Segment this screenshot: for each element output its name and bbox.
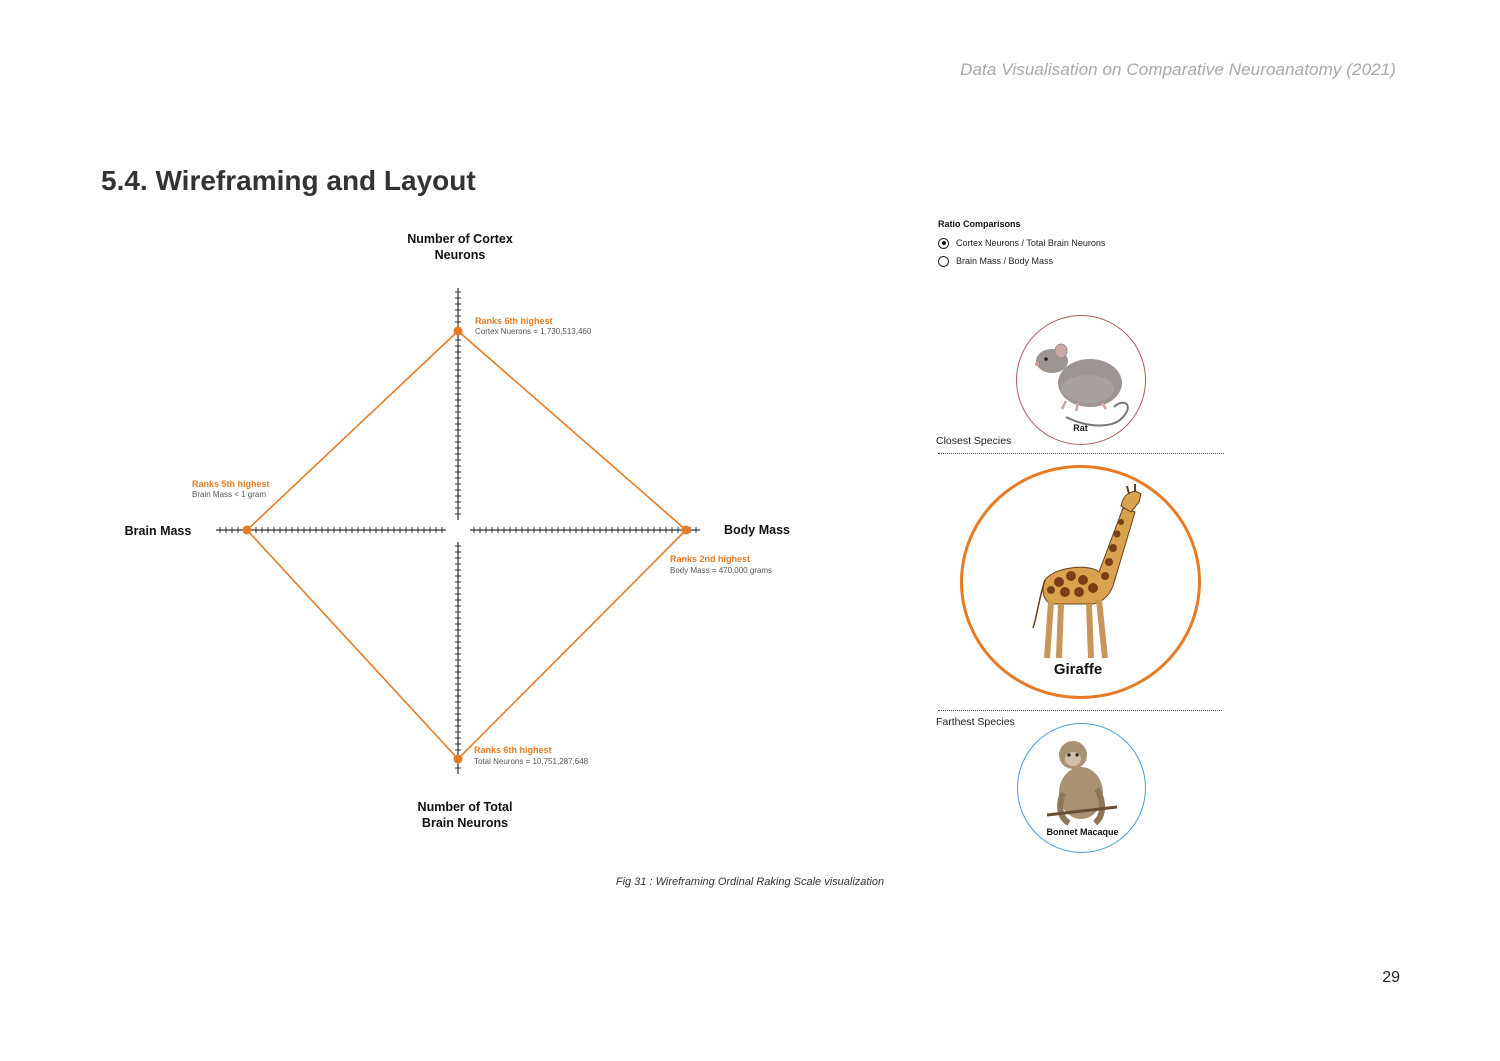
annotation-top-rank: Ranks 6th highest	[475, 316, 553, 326]
annotation-right-rank: Ranks 2nd highest	[670, 554, 751, 564]
annotation-bottom-value: Total Neurons = 10,751,287,648	[474, 757, 589, 766]
closest-species-name: Rat	[1073, 423, 1088, 433]
annotation-bottom-rank: Ranks 6th highest	[474, 745, 552, 755]
current-species-name: Giraffe	[1053, 661, 1103, 678]
point-total-neurons[interactable]	[454, 755, 463, 764]
axis-label-bottom: Number of Total Brain Neurons	[417, 800, 513, 830]
divider-bottom	[938, 710, 1222, 711]
annotation-left-value: Brain Mass < 1 gram	[192, 490, 267, 499]
axis-label-right: Body Mass	[724, 523, 790, 537]
radio-selected-icon[interactable]	[938, 238, 949, 249]
ordinal-ranking-chart	[0, 0, 900, 880]
axis-label-left: Brain Mass	[124, 524, 192, 538]
closest-species-label: Closest Species	[936, 435, 1012, 447]
annotation-left-rank: Ranks 5th highest	[192, 479, 270, 489]
annotation-right-value: Body Mass = 470,000 grams	[670, 566, 773, 575]
document-running-title: Data Visualisation on Comparative Neuroanatomy (2021)	[960, 60, 1396, 79]
ratio-comparisons-title: Ratio Comparisons	[938, 219, 1021, 229]
ratio-option-label: Brain Mass / Body Mass	[956, 256, 1054, 266]
farthest-species-card[interactable]	[1017, 723, 1146, 853]
ratio-option-cortex-total[interactable]	[938, 236, 1105, 250]
point-cortex-neurons[interactable]	[454, 327, 463, 336]
farthest-species-name: Bonnet Macaque	[1046, 827, 1119, 837]
page-number: 29	[1382, 969, 1400, 986]
closest-species-card[interactable]	[1016, 315, 1146, 445]
chart-svg	[0, 0, 900, 880]
ratio-option-label: Cortex Neurons / Total Brain Neurons	[956, 238, 1106, 248]
divider-top	[938, 453, 1224, 454]
radio-unselected-icon[interactable]	[938, 256, 949, 267]
ranking-diamond	[247, 331, 686, 759]
point-body-mass[interactable]	[682, 526, 691, 535]
current-species-card[interactable]	[960, 465, 1201, 699]
point-brain-mass[interactable]	[243, 526, 252, 535]
ratio-option-brain-body[interactable]	[938, 254, 1053, 268]
figure-caption: Fig 31 : Wireframing Ordinal Raking Scale visualization	[615, 876, 885, 888]
annotation-top-value: Cortex Nuerons = 1,730,513,460	[475, 327, 592, 336]
farthest-species-label: Farthest Species	[936, 716, 1015, 728]
axis-label-top: Number of Cortex Neurons	[407, 232, 513, 262]
section-heading: 5.4. Wireframing and Layout	[101, 165, 476, 196]
